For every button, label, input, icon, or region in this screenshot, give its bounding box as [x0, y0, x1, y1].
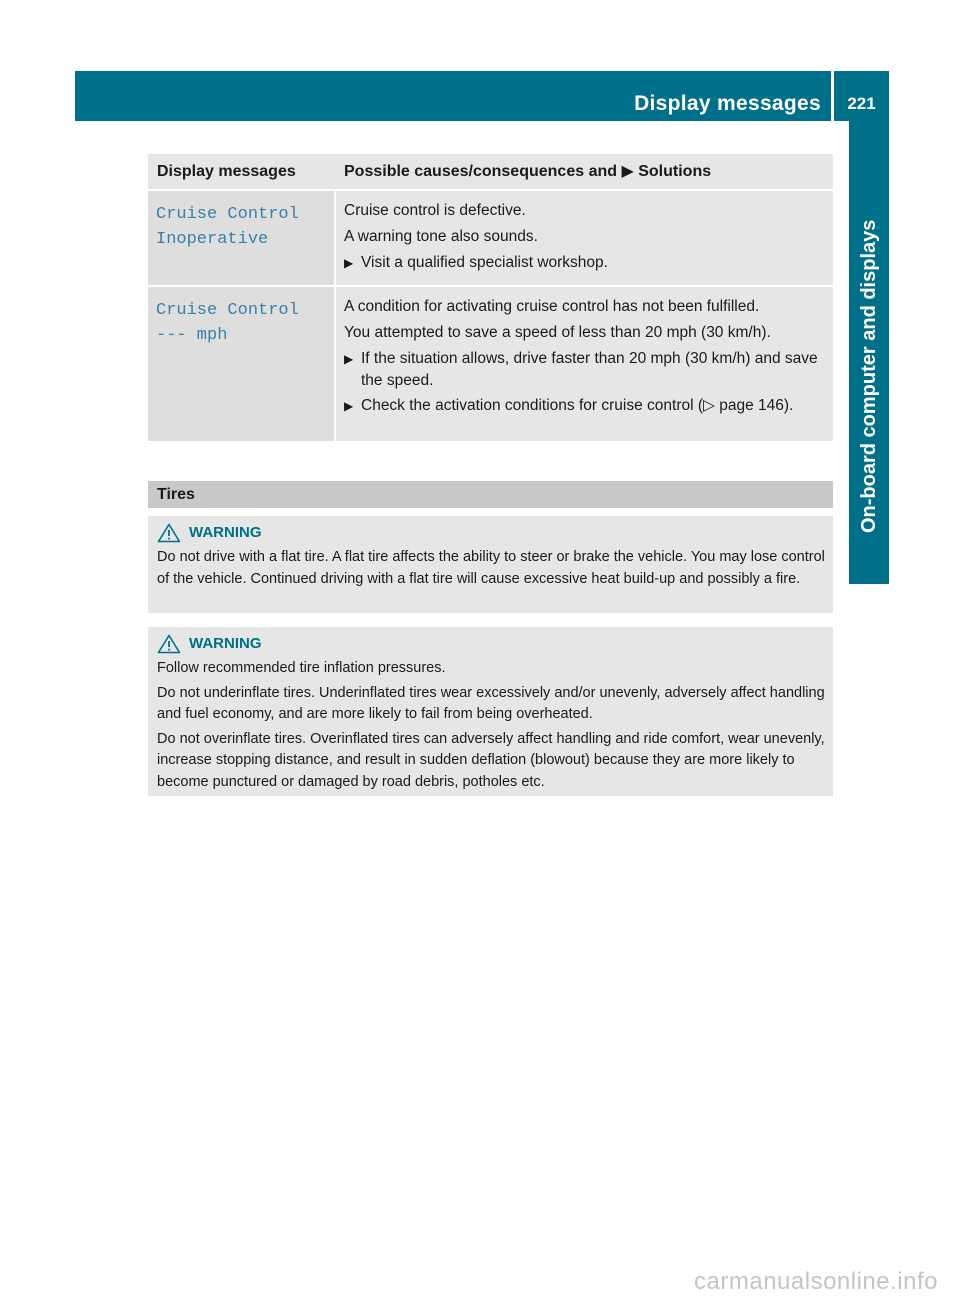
- watermark: carmanualsonline.info: [694, 1268, 938, 1295]
- solution-step-text: Check the activation conditions for cruise control (▷ page 146).: [361, 397, 794, 414]
- warning-label: WARNING: [189, 524, 262, 542]
- cause-text: Cruise control is defective.: [344, 202, 526, 219]
- solution-step: [344, 395, 827, 417]
- warning-header: [157, 522, 825, 544]
- warning-text: Do not overinflate tires. Overinflated tires can adversely affect handling and ride comfort, wear unevenly, increase stopping distance, and result in sudden deflation (blowout) because they are more likely to become punctured or damaged by road debris, potholes etc.: [157, 730, 825, 790]
- step-arrow-icon: ▶: [344, 399, 354, 413]
- solution-step: [344, 252, 827, 274]
- warning-triangle-icon: [157, 523, 181, 543]
- warning-text: Follow recommended tire inflation pressures.: [157, 660, 446, 676]
- column-header-solutions-prefix: Possible causes/consequences and: [344, 163, 618, 180]
- cause-text: You attempted to save a speed of less than 20 mph (30 km/h).: [344, 324, 771, 341]
- solution-step: [344, 348, 827, 392]
- page-header: [75, 71, 889, 121]
- column-header-solutions-suffix: Solutions: [638, 163, 712, 180]
- table-row: [148, 287, 833, 443]
- cause-text: A warning tone also sounds.: [344, 228, 538, 245]
- display-messages-table: [148, 154, 833, 443]
- display-message-line: --- mph: [156, 326, 228, 345]
- warning-triangle-icon: [157, 634, 181, 654]
- arrow-right-icon: ▶: [621, 163, 634, 180]
- step-arrow-icon: ▶: [344, 256, 354, 270]
- display-message-line: Cruise Control: [156, 301, 299, 320]
- table-header: [148, 154, 833, 191]
- solution-step-text: Visit a qualified specialist workshop.: [361, 254, 608, 271]
- page-number: 221: [847, 94, 876, 113]
- table-row: [148, 191, 833, 287]
- display-message: [148, 191, 336, 285]
- step-arrow-icon: ▶: [344, 352, 354, 366]
- chapter-tab-label: On-board computer and displays: [858, 219, 880, 533]
- warning-box: [148, 516, 833, 613]
- warning-header: [157, 633, 825, 655]
- display-message-line: Inoperative: [156, 230, 269, 249]
- display-message-line: Cruise Control: [156, 205, 299, 224]
- warning-label: WARNING: [189, 635, 262, 653]
- column-header-solutions: [336, 154, 833, 189]
- display-message: [148, 287, 336, 441]
- warning-text: Do not drive with a flat tire. A flat tire affects the ability to steer or brake the vehicle. You may lose control of the vehicle. Continued driving with a flat tire will cause excessive heat build-up and possibly a fire.: [157, 549, 825, 587]
- solution-cell: [336, 287, 833, 441]
- solution-cell: [336, 191, 833, 285]
- warning-text: Do not underinflate tires. Underinflated tires wear excessively and/or unevenly, adversely affect handling and fuel economy, and are more likely to fail from being overheated.: [157, 684, 825, 722]
- header-title: Display messages: [634, 92, 821, 115]
- section-title-tires: Tires: [148, 481, 833, 508]
- solution-step-text: If the situation allows, drive faster than 20 mph (30 km/h) and save the speed.: [361, 350, 818, 389]
- column-header-messages: Display messages: [157, 163, 296, 180]
- cause-text: A condition for activating cruise control has not been fulfilled.: [344, 298, 760, 315]
- warning-box: [148, 627, 833, 796]
